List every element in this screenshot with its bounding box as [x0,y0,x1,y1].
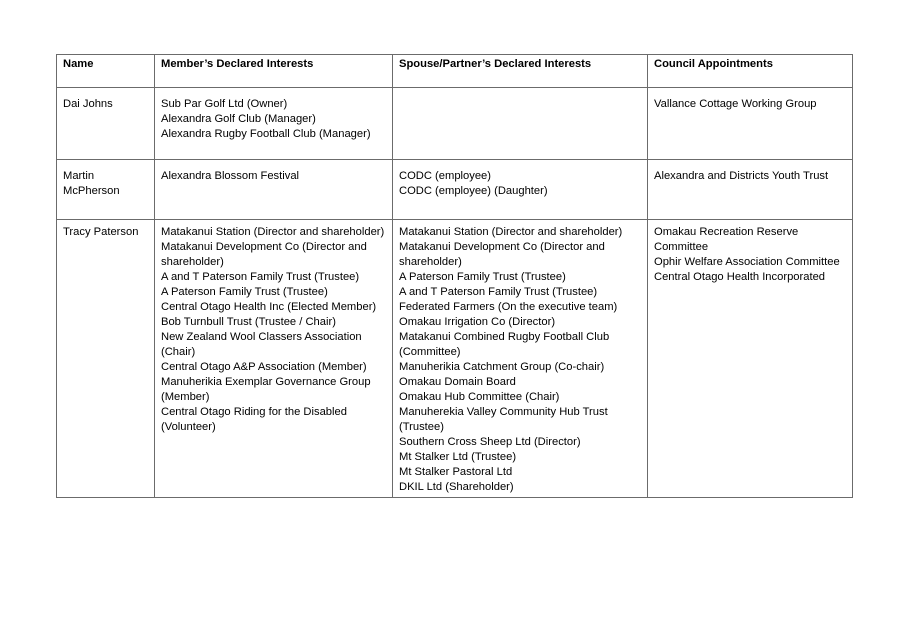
member-interest-item: A and T Paterson Family Trust (Trustee) [161,271,360,283]
spouse-interest-item: Matakanui Development Co (Director and shareholder) [399,241,605,268]
council-interests-cell [648,220,853,498]
member-interest-item: Bob Turnbull Trust (Trustee / Chair) [161,316,336,328]
council-interest-item: Central Otago Health Incorporated [654,271,826,283]
spouse-interests-cell [393,160,648,220]
member-interest-item: Alexandra Golf Club (Manager) [161,113,316,125]
spouse-interest-item: Omakau Domain Board [399,376,516,388]
table-header [57,55,853,88]
council-interest-item: Omakau Recreation Reserve Committee [654,226,799,253]
spouse-interest-item: Mt Stalker Ltd (Trustee) [399,451,517,463]
member-name-cell: Tracy Paterson [57,220,155,498]
council-interests-cell [648,88,853,160]
spouse-interest-item: DKIL Ltd (Shareholder) [399,481,514,493]
member-interest-item: A Paterson Family Trust (Trustee) [161,286,328,298]
member-interest-item: Central Otago Health Inc (Elected Member) [161,301,377,313]
member-interest-item: Matakanui Station (Director and shareholder) [161,226,385,238]
spouse-interest-item: CODC (employee) [399,170,492,182]
table-row [57,160,853,220]
council-interests-cell [648,160,853,220]
spouse-interest-item: Southern Cross Sheep Ltd (Director) [399,436,581,448]
member-name-cell: Martin McPherson [57,160,155,220]
member-interest-item: Alexandra Blossom Festival [161,170,300,182]
spouse-interest-item: Federated Farmers (On the executive team) [399,301,618,313]
spouse-interest-item: Omakau Hub Committee (Chair) [399,391,560,403]
spouse-interest-item: A Paterson Family Trust (Trustee) [399,271,566,283]
council-interest-item: Vallance Cottage Working Group [654,98,817,110]
header-council-appointments: Council Appointments [648,55,853,88]
member-interests-cell [155,220,393,498]
spouse-interest-item: Matakanui Station (Director and shareholder) [399,226,623,238]
table-row [57,220,853,498]
table-row [57,88,853,160]
council-interest-item: Ophir Welfare Association Committee [654,256,840,268]
header-row [57,55,853,88]
spouse-interest-item: Omakau Irrigation Co (Director) [399,316,556,328]
header-name: Name [57,55,155,88]
spouse-interest-item: Manuherekia Valley Community Hub Trust (Trustee) [399,406,608,433]
header-member-interests: Member’s Declared Interests [155,55,393,88]
spouse-interest-item: Matakanui Combined Rugby Football Club (Committee) [399,331,610,358]
member-interest-item: Central Otago A&P Association (Member) [161,361,367,373]
member-interests-cell [155,88,393,160]
spouse-interests-cell [393,220,648,498]
member-name-cell: Dai Johns [57,88,155,160]
member-interest-item: New Zealand Wool Classers Association (Chair) [161,331,362,358]
member-interest-item: Manuherikia Exemplar Governance Group (Member) [161,376,371,403]
member-interest-item: Central Otago Riding for the Disabled (Volunteer) [161,406,347,433]
spouse-interest-item: Manuherikia Catchment Group (Co-chair) [399,361,605,373]
spouse-interests-cell [393,88,648,160]
council-interest-item: Alexandra and Districts Youth Trust [654,170,829,182]
member-interest-item: Alexandra Rugby Football Club (Manager) [161,128,371,140]
member-interest-item: Sub Par Golf Ltd (Owner) [161,98,288,110]
declared-interests-table [56,54,853,498]
member-interest-item: Matakanui Development Co (Director and shareholder) [161,241,367,268]
header-spouse-interests: Spouse/Partner’s Declared Interests [393,55,648,88]
spouse-interest-item: CODC (employee) (Daughter) [399,185,548,197]
spouse-interest-item: A and T Paterson Family Trust (Trustee) [399,286,598,298]
spouse-interest-item: Mt Stalker Pastoral Ltd [399,466,513,478]
member-interests-cell [155,160,393,220]
table-body [57,88,853,498]
